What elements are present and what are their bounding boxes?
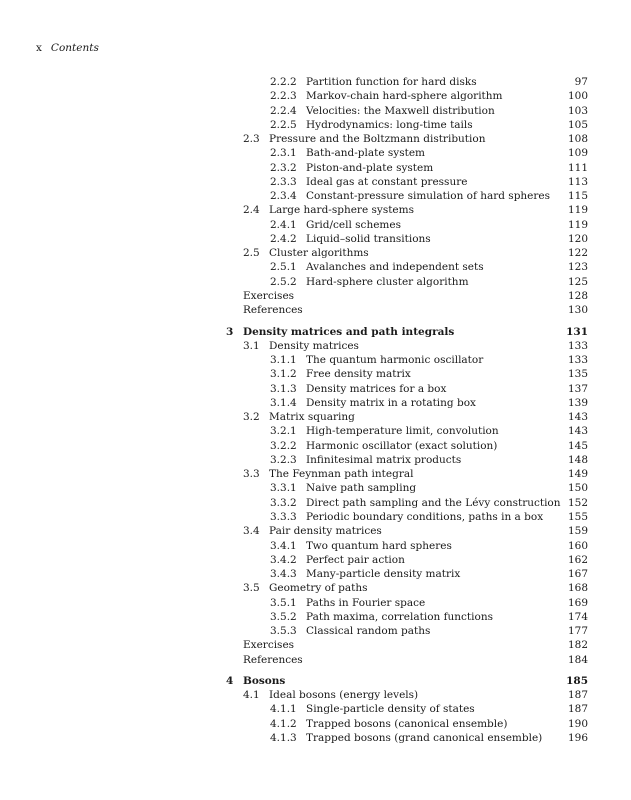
toc-entry-number: 3.3.2: [270, 496, 297, 509]
toc-entry-page: 177: [567, 625, 588, 638]
toc-section-entry[interactable]: [226, 339, 588, 353]
toc-subsection-entry[interactable]: [226, 161, 588, 175]
toc-entry-title: Velocities: the Maxwell distribution: [306, 104, 495, 117]
toc-subsection-entry[interactable]: [226, 89, 588, 103]
toc-entry-number: 3.5.3: [270, 625, 297, 638]
toc-entry-page: 162: [567, 553, 588, 566]
toc-entry-number: 4.1.2: [270, 717, 297, 730]
toc-entry-page: 125: [567, 275, 588, 288]
toc-entry-number: 2.2.3: [270, 90, 297, 103]
toc-entry-title: Trapped bosons (canonical ensemble): [306, 717, 508, 730]
running-title: Contents: [50, 42, 99, 54]
toc-subsection-entry[interactable]: [226, 624, 588, 638]
toc-entry-page: 97: [574, 76, 588, 88]
toc-section-entry[interactable]: [226, 203, 588, 217]
toc-entry-page: 150: [567, 482, 588, 495]
toc-entry-number: 3.4.1: [270, 539, 297, 552]
toc-entry-title: Exercises: [243, 639, 295, 652]
toc-entry-title: Ideal bosons (energy levels): [269, 689, 419, 702]
toc-subsection-entry[interactable]: [226, 218, 588, 232]
toc-entry-number: 3.3.3: [270, 510, 297, 523]
toc-section-entry[interactable]: [226, 467, 588, 481]
toc-entry-number: 3.1: [243, 339, 260, 352]
toc-section-entry[interactable]: [226, 132, 588, 146]
toc-entry-page: 160: [567, 539, 588, 552]
page-number: x: [36, 42, 42, 54]
toc-entry-title: Density matrices for a box: [306, 382, 447, 395]
toc-entry-title: Geometry of paths: [269, 582, 368, 595]
toc-entry-title: Harmonic oscillator (exact solution): [306, 439, 498, 452]
table-of-contents: [226, 75, 588, 745]
toc-entry-title: Single-particle density of states: [306, 703, 475, 716]
toc-entry-page: 111: [567, 161, 588, 174]
toc-entry[interactable]: [226, 303, 588, 317]
toc-entry-title: Matrix squaring: [269, 411, 355, 424]
toc-entry-page: 105: [567, 118, 588, 131]
toc-entry-number: 4.1.1: [270, 703, 297, 716]
toc-entry-number: 4.1: [243, 689, 260, 702]
toc-entry-title: Large hard-sphere systems: [269, 204, 414, 217]
toc-entry-page: 190: [567, 717, 588, 730]
toc-entry-title: Density matrix in a rotating box: [306, 396, 476, 409]
toc-entry-title: The quantum harmonic oscillator: [306, 354, 484, 367]
toc-entry[interactable]: [226, 653, 588, 667]
toc-subsection-entry[interactable]: [226, 717, 588, 731]
toc-entry-number: 2.2.5: [270, 118, 297, 131]
toc-subsection-entry[interactable]: [226, 367, 588, 381]
toc-subsection-entry[interactable]: [226, 104, 588, 118]
toc-entry-page: 174: [567, 610, 588, 623]
toc-subsection-entry[interactable]: [226, 702, 588, 716]
toc-entry-number: 3.2: [243, 411, 260, 424]
toc-entry-page: 128: [567, 289, 588, 302]
toc-entry-page: 149: [567, 468, 588, 481]
toc-subsection-entry[interactable]: [226, 596, 588, 610]
toc-section-entry[interactable]: [226, 688, 588, 702]
toc-entry-title: References: [243, 653, 303, 666]
toc-entry-number: 2.3.1: [270, 147, 297, 160]
toc-subsection-entry[interactable]: [226, 539, 588, 553]
toc-entry-page: 119: [567, 218, 588, 231]
toc-subsection-entry[interactable]: [226, 453, 588, 467]
toc-subsection-entry[interactable]: [226, 610, 588, 624]
toc-subsection-entry[interactable]: [226, 146, 588, 160]
toc-entry-page: 123: [567, 261, 588, 274]
running-header: [36, 42, 99, 54]
toc-entry-page: 120: [567, 232, 588, 245]
toc-section-entry[interactable]: [226, 410, 588, 424]
toc-entry-number: 3.1.3: [270, 382, 297, 395]
toc-subsection-entry[interactable]: [226, 275, 588, 289]
toc-entry-page: 148: [567, 453, 588, 466]
toc-entry-number: 2.4.1: [270, 218, 297, 231]
toc-entry-title: Grid/cell schemes: [306, 218, 401, 231]
toc-entry-page: 133: [567, 354, 588, 367]
toc-entry-number: 3.1.1: [270, 354, 297, 367]
toc-entry-page: 135: [567, 368, 588, 381]
toc-entry-title: Free density matrix: [306, 368, 411, 381]
chapter-spacer: [226, 667, 588, 674]
toc-entry-number: 3.2.3: [270, 453, 297, 466]
toc-entry-number: 2.3.2: [270, 161, 297, 174]
toc-entry-number: 3.5.2: [270, 610, 297, 623]
toc-section-entry[interactable]: [226, 246, 588, 260]
toc-entry-page: 155: [567, 510, 588, 523]
toc-entry-number: 3.4.2: [270, 553, 297, 566]
toc-entry-title: Trapped bosons (grand canonical ensemble): [306, 731, 543, 744]
toc-entry-number: 2.4: [243, 204, 260, 217]
toc-entry-title: Hydrodynamics: long-time tails: [306, 118, 473, 131]
toc-entry-page: 143: [567, 411, 588, 424]
toc-entry-title: Two quantum hard spheres: [306, 539, 452, 552]
toc-entry-title: Piston-and-plate system: [306, 161, 434, 174]
toc-entry-page: 145: [567, 439, 588, 452]
toc-chapter-entry[interactable]: [226, 325, 588, 339]
toc-entry-number: 3.4: [243, 525, 260, 538]
toc-entry-title: Periodic boundary conditions, paths in a box: [306, 510, 544, 523]
toc-entry-page: 130: [567, 304, 588, 317]
toc-section-entry[interactable]: [226, 581, 588, 595]
toc-entry-title: Constant-pressure simulation of hard spheres: [306, 190, 551, 203]
toc-subsection-entry[interactable]: [226, 189, 588, 203]
toc-entry-title: Avalanches and independent sets: [306, 261, 484, 274]
toc-entry-title: Paths in Fourier space: [306, 596, 426, 609]
toc-entry-number: 2.2.4: [270, 104, 297, 117]
toc-entry-title: Liquid–solid transitions: [306, 232, 431, 245]
toc-entry-title: Direct path sampling and the Lévy construction: [306, 496, 561, 509]
toc-subsection-entry[interactable]: [226, 731, 588, 745]
toc-entry-number: 3.1.4: [270, 396, 297, 409]
toc-entry-page: 187: [567, 703, 588, 716]
toc-entry-title: Bosons: [243, 674, 286, 687]
toc-entry[interactable]: [226, 638, 588, 652]
toc-subsection-entry[interactable]: [226, 175, 588, 189]
toc-section-entry[interactable]: [226, 524, 588, 538]
toc-subsection-entry[interactable]: [226, 424, 588, 438]
toc-entry-number: 2.3.3: [270, 175, 297, 188]
toc-subsection-entry[interactable]: [226, 439, 588, 453]
toc-entry-page: 100: [567, 90, 588, 103]
toc-entry-page: 143: [567, 425, 588, 438]
toc-entry-title: Classical random paths: [306, 625, 431, 638]
toc-entry-title: Ideal gas at constant pressure: [306, 175, 468, 188]
toc-entry-number: 3.1.2: [270, 368, 297, 381]
toc-entry-page: 167: [567, 568, 588, 581]
toc-entry-title: Path maxima, correlation functions: [306, 610, 493, 623]
toc-entry-title: Infinitesimal matrix products: [306, 453, 462, 466]
toc-entry-page: 119: [567, 204, 588, 217]
toc-entry-title: Naive path sampling: [306, 482, 417, 495]
toc-entry-page: 103: [567, 104, 588, 117]
toc-subsection-entry[interactable]: [226, 396, 588, 410]
toc-entry-page: 131: [566, 325, 588, 338]
toc-entry-page: 152: [567, 496, 588, 509]
toc-entry-page: 109: [567, 147, 588, 160]
toc-entry-page: 122: [567, 247, 588, 260]
toc-entry-number: 3.4.3: [270, 568, 297, 581]
toc-subsection-entry[interactable]: [226, 353, 588, 367]
toc-entry-title: Many-particle density matrix: [306, 568, 461, 581]
toc-entry-page: 169: [567, 596, 588, 609]
toc-entry-number: 2.3.4: [270, 190, 297, 203]
toc-subsection-entry[interactable]: [226, 75, 588, 89]
toc-entry-number: 2.5: [243, 247, 260, 260]
toc-entry-page: 115: [567, 190, 588, 203]
toc-entry-page: 196: [567, 731, 588, 744]
toc-subsection-entry[interactable]: [226, 567, 588, 581]
toc-entry-page: 182: [567, 639, 588, 652]
toc-subsection-entry[interactable]: [226, 232, 588, 246]
toc-entry-number: 3.5: [243, 582, 260, 595]
toc-entry-number: 3: [226, 325, 234, 338]
toc-entry-page: 137: [567, 382, 588, 395]
toc-subsection-entry[interactable]: [226, 118, 588, 132]
toc-subsection-entry[interactable]: [226, 553, 588, 567]
toc-entry-title: The Feynman path integral: [269, 468, 414, 481]
toc-entry-title: High-temperature limit, convolution: [306, 425, 499, 438]
toc-entry-title: Partition function for hard disks: [306, 76, 477, 88]
toc-entry-page: 113: [567, 175, 588, 188]
chapter-spacer: [226, 318, 588, 325]
toc-subsection-entry[interactable]: [226, 481, 588, 495]
toc-chapter-entry[interactable]: [226, 674, 588, 688]
toc-entry-number: 4: [226, 674, 234, 687]
toc-entry-title: Hard-sphere cluster algorithm: [306, 275, 469, 288]
toc-entry-page: 159: [567, 525, 588, 538]
toc-entry-title: Pressure and the Boltzmann distribution: [269, 133, 486, 146]
toc-entry-title: Density matrices and path integrals: [243, 325, 455, 338]
toc-entry-title: References: [243, 304, 303, 317]
toc-subsection-entry[interactable]: [226, 260, 588, 274]
toc-subsection-entry[interactable]: [226, 510, 588, 524]
toc-entry-page: 187: [567, 689, 588, 702]
toc-entry-number: 2.4.2: [270, 232, 297, 245]
toc-entry-page: 108: [567, 133, 588, 146]
toc-entry-title: Exercises: [243, 289, 295, 302]
toc-subsection-entry[interactable]: [226, 382, 588, 396]
toc-entry-title: Markov-chain hard-sphere algorithm: [306, 90, 503, 103]
toc-entry-number: 2.2.2: [270, 76, 297, 88]
toc-entry-number: 3.2.1: [270, 425, 297, 438]
toc-entry-page: 139: [567, 396, 588, 409]
toc-entry-title: Cluster algorithms: [269, 247, 369, 260]
toc-entry-number: 3.2.2: [270, 439, 297, 452]
toc-entry-number: 3.5.1: [270, 596, 297, 609]
toc-entry-number: 2.3: [243, 133, 260, 146]
toc-subsection-entry[interactable]: [226, 496, 588, 510]
toc-entry[interactable]: [226, 289, 588, 303]
toc-entry-page: 185: [566, 674, 588, 687]
toc-entry-title: Density matrices: [269, 339, 359, 352]
toc-entry-title: Pair density matrices: [269, 525, 382, 538]
toc-entry-title: Bath-and-plate system: [306, 147, 426, 160]
toc-entry-page: 133: [567, 339, 588, 352]
toc-entry-page: 184: [567, 653, 588, 666]
toc-entry-number: 3.3.1: [270, 482, 297, 495]
toc-entry-number: 3.3: [243, 468, 260, 481]
toc-entry-page: 168: [567, 582, 588, 595]
toc-entry-number: 2.5.1: [270, 261, 297, 274]
toc-entry-number: 2.5.2: [270, 275, 297, 288]
toc-entry-title: Perfect pair action: [306, 553, 405, 566]
toc-entry-number: 4.1.3: [270, 731, 297, 744]
